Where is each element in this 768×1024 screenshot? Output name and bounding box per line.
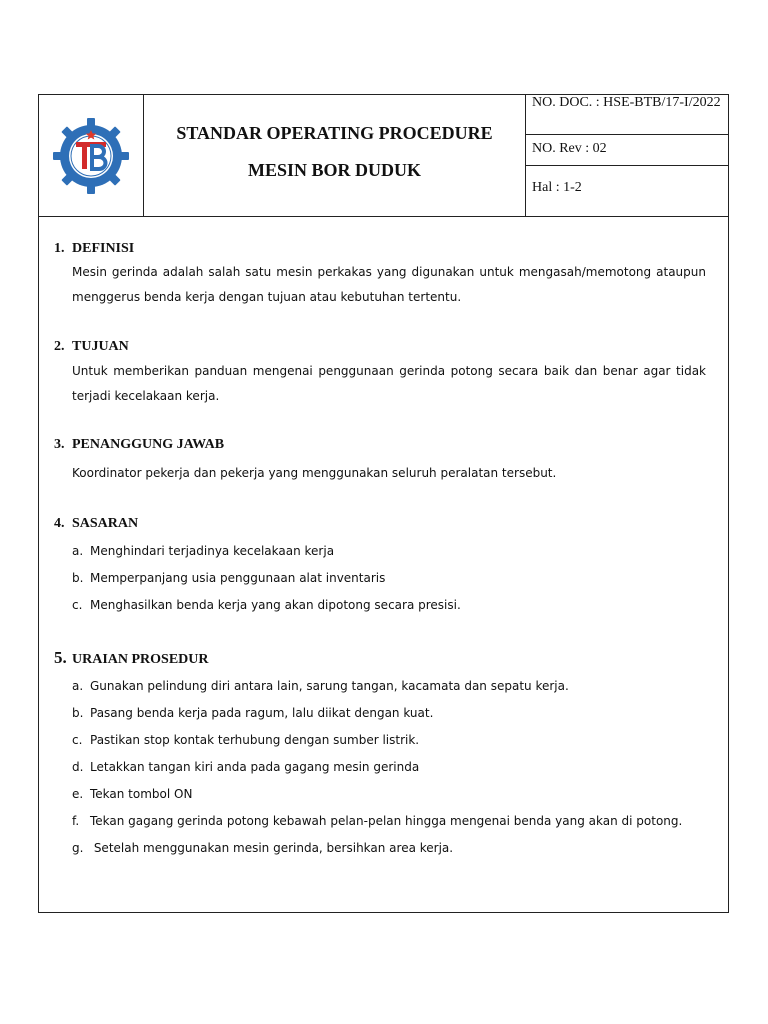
section-text-definisi: Mesin gerinda adalah salah satu mesin perkakas yang digunakan untuk mengasah/memotong ataupun menggerus benda kerja dengan tujuan atau kebutuhan tertentu. bbox=[72, 265, 706, 304]
section-heading-uraian-prosedur: 5. URAIAN PROSEDUR bbox=[54, 648, 209, 667]
title-cell bbox=[144, 95, 526, 216]
list-item: a. Menghindari terjadinya kecelakaan kerja bbox=[72, 544, 335, 558]
list-item: b. Pasang benda kerja pada ragum, lalu diikat dengan kuat. bbox=[72, 706, 434, 720]
list-item: c. Pastikan stop kontak terhubung dengan sumber listrik. bbox=[72, 733, 420, 747]
section-text-penanggung-jawab: Koordinator pekerja dan pekerja yang menggunakan seluruh peralatan tersebut. bbox=[72, 466, 557, 480]
list-item: d. Letakkan tangan kiri anda pada gagang mesin gerinda bbox=[72, 760, 420, 774]
sop-document bbox=[38, 94, 729, 913]
logo-cell bbox=[39, 95, 144, 216]
list-item: c. Menghasilkan benda kerja yang akan dipotong secara presisi. bbox=[72, 598, 461, 612]
list-item: a. Gunakan pelindung diri antara lain, sarung tangan, kacamata dan sepatu kerja. bbox=[72, 679, 569, 693]
document-title: STANDAR OPERATING PROCEDURE bbox=[176, 123, 493, 143]
section-text-tujuan: Untuk memberikan panduan mengenai penggunaan gerinda potong secara baik dan benar agar tidak terjadi kecelakaan kerja. bbox=[72, 364, 706, 403]
list-item: b. Memperpanjang usia penggunaan alat inventaris bbox=[72, 571, 386, 585]
section-heading-tujuan: 2. TUJUAN bbox=[54, 339, 129, 354]
company-gear-logo-icon bbox=[52, 117, 130, 195]
section-heading-definisi: 1. DEFINISI bbox=[54, 241, 135, 256]
revision-number: NO. Rev : 02 bbox=[526, 135, 728, 166]
list-item: g. Setelah menggunakan mesin gerinda, bersihkan area kerja. bbox=[72, 841, 454, 855]
page-number: Hal : 1-2 bbox=[532, 180, 582, 195]
document-header bbox=[39, 95, 728, 217]
list-item: f. Tekan gagang gerinda potong kebawah pelan-pelan hingga mengenai benda yang akan di potong. bbox=[72, 814, 683, 828]
list-item: e. Tekan tombol ON bbox=[72, 787, 193, 801]
meta-cell bbox=[526, 95, 728, 216]
document-subtitle: MESIN BOR DUDUK bbox=[247, 160, 421, 180]
doc-number: NO. DOC. : HSE-BTB/17-I/2022 bbox=[526, 95, 728, 135]
section-heading-sasaran: 4. SASARAN bbox=[54, 516, 139, 531]
section-heading-penanggung-jawab: 3. PENANGGUNG JAWAB bbox=[54, 437, 225, 452]
